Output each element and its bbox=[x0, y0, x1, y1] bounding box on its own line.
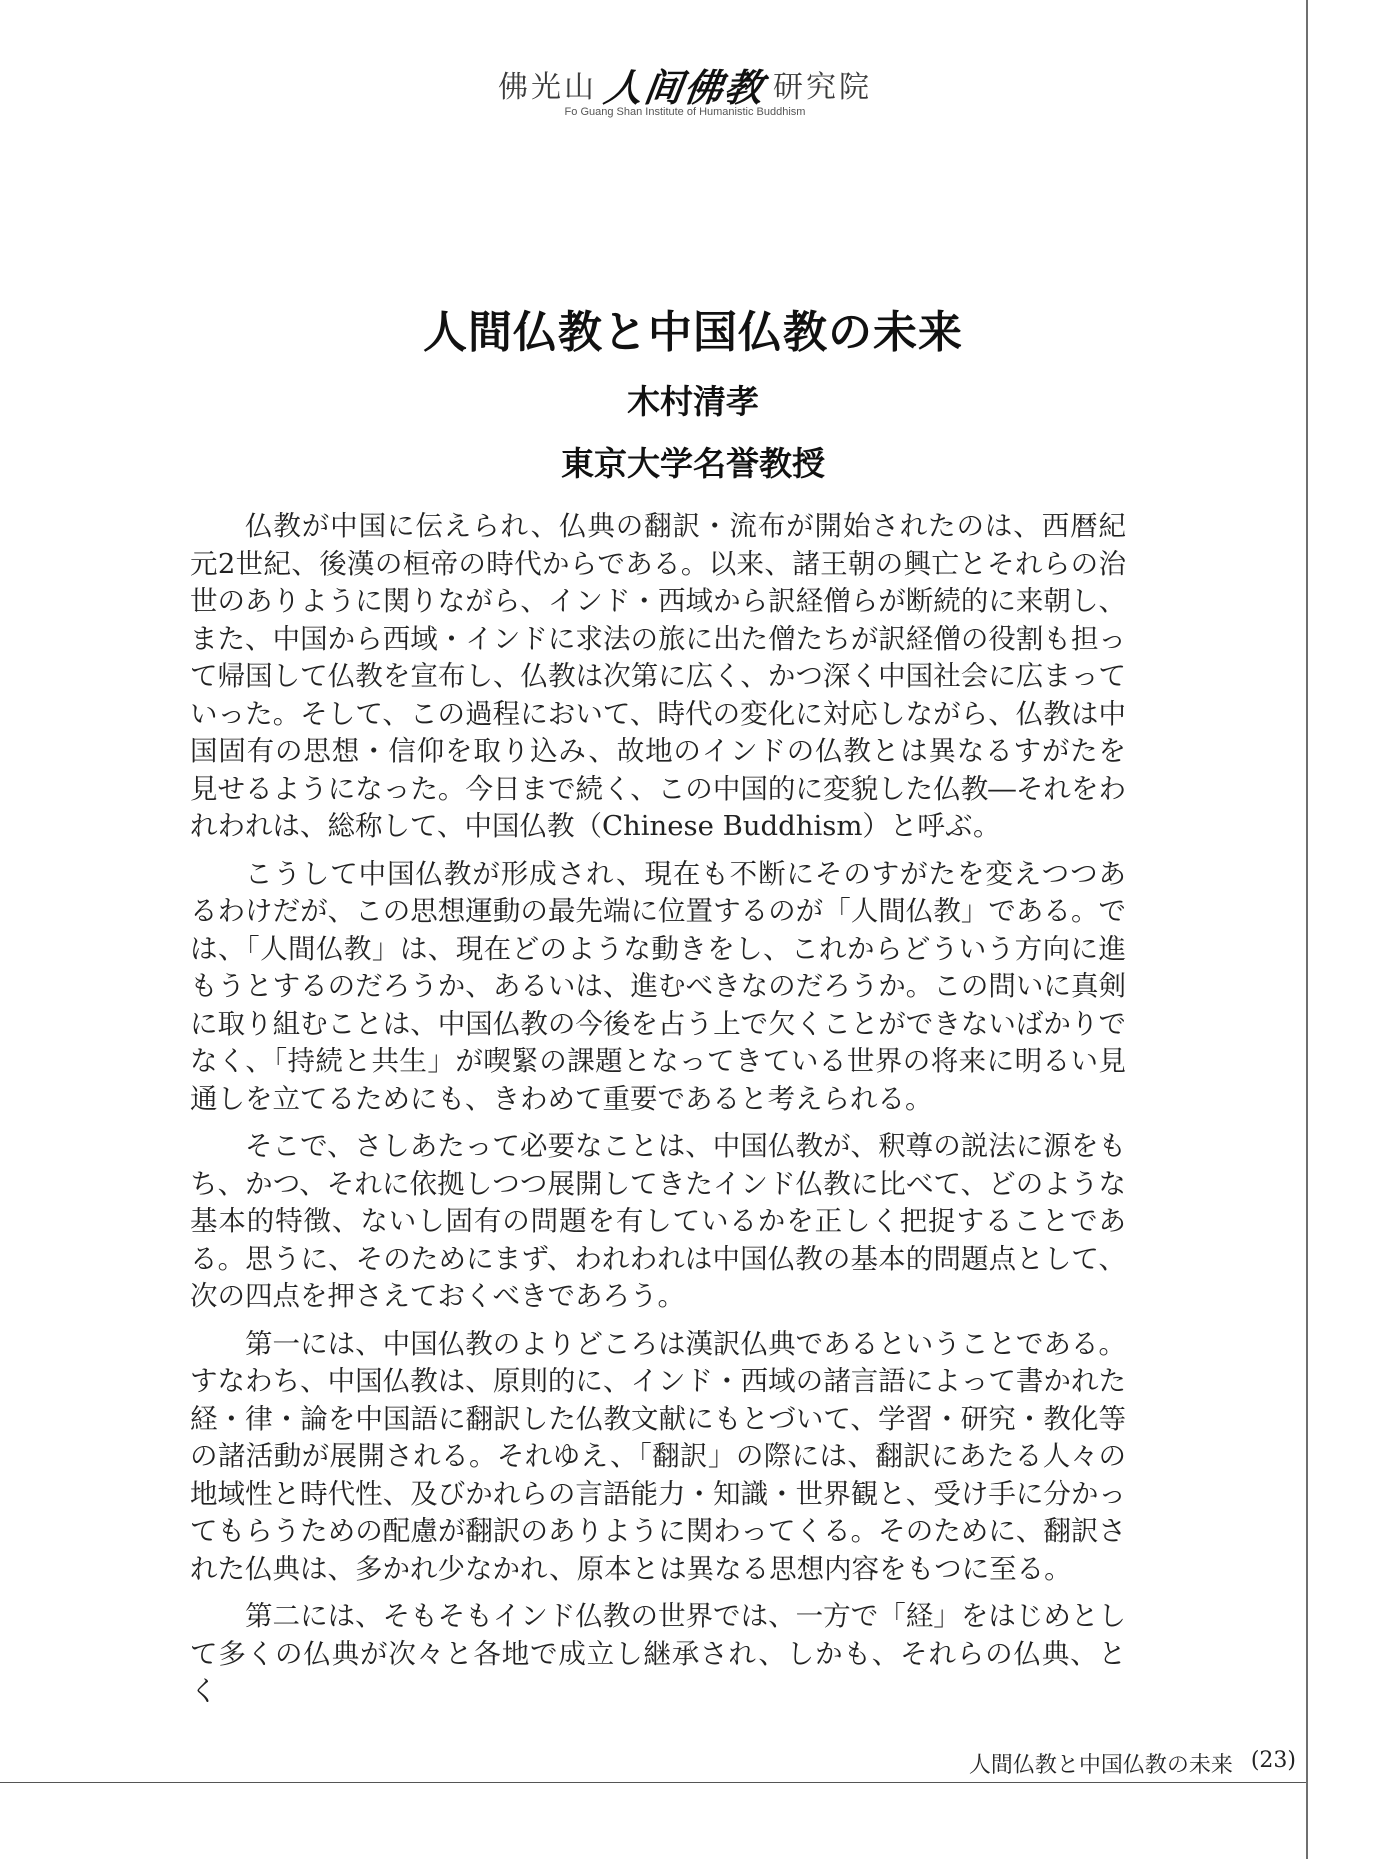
body-paragraph: こうして中国仏教が形成され、現在も不断にそのすがたを変えつつあるわけだが、この思想運動の最先端に位置するのが「人間仏教」である。では、「人間仏教」は、現在どのような動きをし、これからどういう方向に進もうとするのだろうか、あるいは、進むべきなのだろうか。この問いに真剣に取り組むことは、中国仏教の今後を占う上で欠くことができないばかりでなく、「持続と共生」が喫緊の課題となってきている世界の将来に明るい見通しを立てるためにも、きわめて重要であると考えられる。 bbox=[190, 857, 1126, 1115]
footer-rule bbox=[0, 1782, 1306, 1783]
institute-name-right: 研究院 bbox=[773, 70, 872, 105]
institute-english-name: Fo Guang Shan Institute of Humanistic Buddhism bbox=[564, 106, 806, 118]
article-body bbox=[190, 508, 1126, 1721]
page-footer bbox=[969, 1748, 1296, 1779]
body-paragraph: 第一には、中国仏教のよりどころは漢訳仏典であるということである。すなわち、中国仏教は、原則的に、インド・西域の諸言語によって書かれた経・律・論を中国語に翻訳した仏教文献にもとづいて、学習・研究・教化等の諸活動が展開される。それゆえ、「翻訳」の際には、翻訳にあたる人々の地域性と時代性、及びかれらの言語能力・知識・世界観と、受け手に分かってもらうための配慮が翻訳のありように関わってくる。そのために、翻訳された仏典は、多かれ少なかれ、原本とは異なる思想内容をもつに至る。 bbox=[190, 1327, 1126, 1585]
institute-name-left: 佛光山 bbox=[497, 70, 597, 105]
article-title: 人間仏教と中国仏教の未来 bbox=[423, 307, 963, 358]
body-paragraph: 仏教が中国に伝えられ、仏典の翻訳・流布が開始されたのは、西暦紀元2世紀、後漢の桓帝の時代からである。以来、諸王朝の興亡とそれらの治世のありように関りながら、インド・西域から訳経僧らが断続的に来朝し、また、中国から西域・インドに求法の旅に出た僧たちが訳経僧の役割も担って帰国して仏教を宣布し、仏教は次第に広く、かつ深く中国社会に広まっていった。そして、この過程において、時代の変化に対応しながら、仏教は中国固有の思想・信仰を取り込み、故地のインドの仏教とは異なるすがたを見せるようになった。今日まで続く、この中国的に変貌した仏教―それをわれわれは、総称して、中国仏教（Chinese Buddhism）と呼ぶ。 bbox=[190, 510, 1126, 842]
page-number: (23) bbox=[1250, 1748, 1296, 1773]
running-title: 人間仏教と中国仏教の未来 bbox=[968, 1753, 1233, 1778]
body-paragraph: そこで、さしあたって必要なことは、中国仏教が、釈尊の説法に源をもち、かつ、それに依拠しつつ展開してきたインド仏教に比べて、どのような基本的特徴、ないし固有の問題を有しているかを正しく把捉することである。思うに、そのためにまず、われわれは中国仏教の基本的問題点として、次の四点を押さえておくべきであろう。 bbox=[190, 1130, 1126, 1312]
institute-brand-calligraphy: 人间佛教 bbox=[601, 64, 768, 110]
institute-logo bbox=[470, 62, 900, 110]
institute-header bbox=[470, 62, 900, 132]
body-paragraph: 第二には、そもそもインド仏教の世界では、一方で「経」をはじめとして多くの仏典が次々と各地で成立し継承され、しかも、それらの仏典、とく bbox=[190, 1600, 1126, 1707]
page-edge-rule bbox=[1306, 0, 1308, 1859]
author-affiliation: 東京大学名誉教授 bbox=[561, 444, 825, 483]
author-name: 木村清孝 bbox=[627, 382, 759, 421]
